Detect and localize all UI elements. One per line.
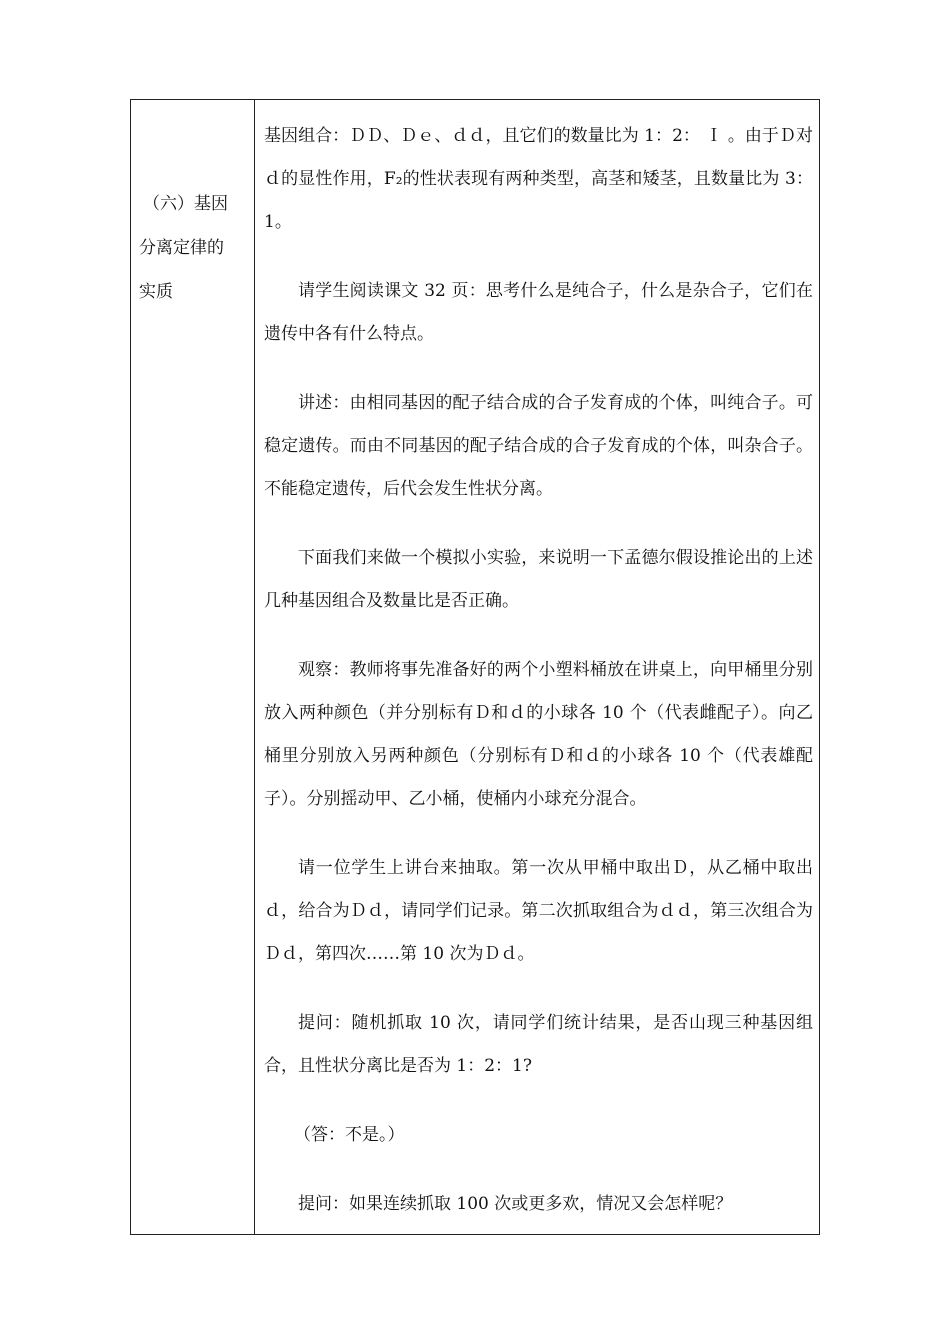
paragraph-answer: （答：不是。） <box>294 1125 405 1145</box>
section-heading-line-2: 分离定律的 <box>139 238 224 258</box>
section-heading-line-3: 实质 <box>139 282 173 302</box>
paragraph-question-1: 提问：随机抓取 10 次，请同学们统计结果，是否山现三种基因组合，且性状分离比是否为 1：2：1? <box>264 1013 813 1076</box>
lesson-table <box>130 99 820 1235</box>
paragraph-gene-combination: 基因组合：ＤＤ、Ｄｅ、ｄｄ，且它们的数量比为 1：2： Ｉ 。由于Ｄ对ｄ的显性作用，F₂的性状表现有两种类型，高茎和矮茎，且数量比为 3：1。 <box>264 126 813 232</box>
section-heading-cell <box>131 182 254 314</box>
paragraph-explanation: 讲述：由相同基因的配子结合成的合子发育成的个体，叫纯合子。可稳定遗传。而由不同基因的配子结合成的合子发育成的个体，叫杂合子。不能稳定遗传，后代会发生性状分离。 <box>264 393 813 499</box>
paragraph-drawing-procedure: 请一位学生上讲台来抽取。第一次从甲桶中取出Ｄ，从乙桶中取出ｄ，给合为Ｄｄ，请同学们记录。第二次抓取组合为ｄｄ，第三次组合为Ｄｄ，第四次……第 10 次为Ｄｄ。 <box>264 858 813 964</box>
paragraph-experiment-intro: 下面我们来做一个模拟小实验，来说明一下孟德尔假设推论出的上述几种基因组合及数量比是否正确。 <box>264 548 813 611</box>
paragraph-reading-assignment: 请学生阅读课文 32 页：思考什么是纯合子，什么是杂合子，它们在遗传中各有什么特点。 <box>264 281 813 344</box>
section-heading-line-1: （六）基因 <box>143 194 228 214</box>
paragraph-observation: 观察：教师将事先准备好的两个小塑料桶放在讲桌上，向甲桶里分别放入两种颜色（并分别标有Ｄ和ｄ的小球各 10 个（代表雌配子）。向乙桶里分别放入另两种颜色（分别标有Ｄ和ｄ的小球各 10 个（代表雄配子）。分别摇动甲、乙小桶，使桶内小球充分混合。 <box>264 660 813 809</box>
paragraph-question-2: 提问：如果连续抓取 100 次或更多欢，情况又会怎样呢？ <box>298 1194 733 1214</box>
lesson-content-cell <box>255 115 821 1252</box>
